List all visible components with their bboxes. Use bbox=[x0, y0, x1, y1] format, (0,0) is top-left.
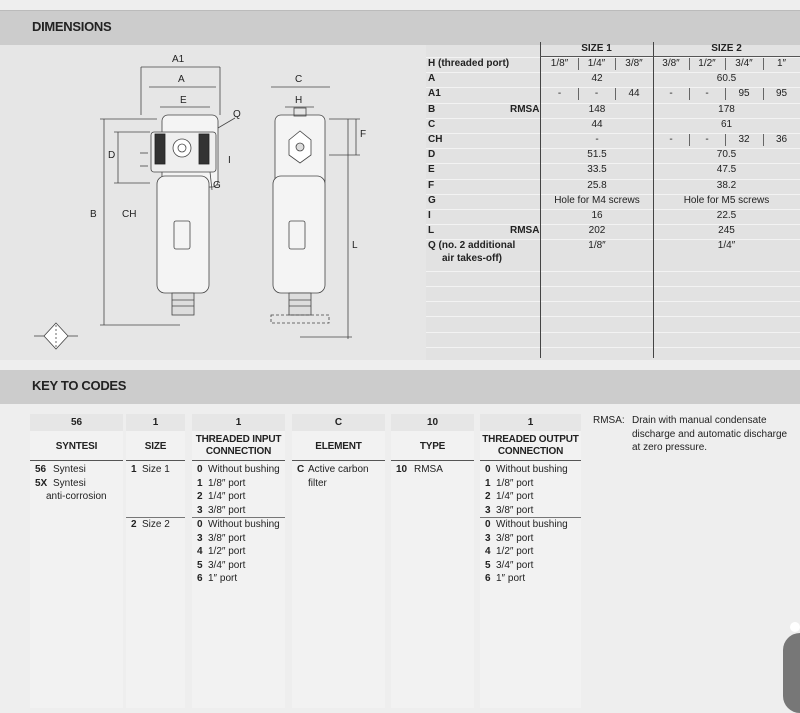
split-rule bbox=[578, 88, 579, 100]
dim-label-ch: CH bbox=[122, 209, 137, 220]
row-label: A1 bbox=[428, 88, 441, 99]
code-column-title: ELEMENT bbox=[315, 441, 362, 452]
table-row-empty bbox=[426, 286, 800, 302]
dim-label-a: A bbox=[178, 74, 185, 85]
size2-value: 38.2 bbox=[716, 180, 737, 191]
row-label: CH bbox=[428, 134, 443, 145]
row-label: I bbox=[428, 210, 431, 221]
code-value: 10 bbox=[426, 417, 439, 428]
size1-value: Hole for M4 screws bbox=[554, 195, 640, 206]
size2-cell: 95 bbox=[738, 88, 750, 99]
dim-label-c: C bbox=[295, 74, 303, 85]
size2-cell: 32 bbox=[738, 134, 750, 145]
code-value: 1 bbox=[152, 417, 159, 428]
table-row-empty bbox=[426, 316, 800, 332]
code-column-title: THREADED INPUT bbox=[195, 434, 282, 445]
code-header-rule bbox=[30, 460, 123, 461]
code-item-key: 1 bbox=[485, 478, 491, 489]
split-rule bbox=[689, 88, 690, 100]
row-label: F bbox=[428, 180, 435, 191]
code-item-key: 3 bbox=[197, 505, 203, 516]
table-row-empty bbox=[426, 347, 800, 363]
dimensions-header-bar bbox=[0, 11, 800, 45]
port-rule bbox=[578, 58, 579, 70]
code-item-label: Syntesi bbox=[53, 464, 86, 475]
code-item-key: 10 bbox=[396, 464, 408, 475]
code-item-key: 2 bbox=[197, 491, 203, 502]
code-item-label: 1/4″ port bbox=[496, 491, 534, 502]
code-value: 1 bbox=[527, 417, 534, 428]
code-item-label: 1/4″ port bbox=[208, 491, 246, 502]
code-item-label: Syntesi bbox=[53, 478, 86, 489]
split-rule bbox=[615, 88, 616, 100]
code-item-key: 0 bbox=[197, 464, 203, 475]
port-rule bbox=[689, 58, 690, 70]
row-note: RMSA bbox=[510, 225, 540, 236]
code-item-label: 3/8″ port bbox=[496, 533, 534, 544]
size1-value: 33.5 bbox=[587, 164, 607, 175]
scrollbar-cap bbox=[790, 622, 800, 632]
row-label: Q (no. 2 additional bbox=[428, 240, 516, 251]
table-row-empty bbox=[426, 271, 800, 287]
code-value: C bbox=[334, 417, 343, 428]
size2-value: 1/4″ bbox=[717, 240, 736, 251]
size1-value: 25.8 bbox=[587, 180, 607, 191]
row-label: A bbox=[428, 73, 436, 84]
code-item-key: 5 bbox=[197, 560, 203, 571]
code-header-rule bbox=[126, 460, 185, 461]
dim-label-e: E bbox=[180, 95, 187, 106]
dim-label-b: B bbox=[90, 209, 97, 220]
code-item-key: 6 bbox=[197, 573, 203, 584]
code-item-key: 1 bbox=[131, 464, 137, 475]
code-item-label: 1/8″ port bbox=[496, 478, 534, 489]
size2-cell: - bbox=[705, 134, 709, 145]
code-item-label: 1/2″ port bbox=[208, 546, 246, 557]
row-label: E bbox=[428, 164, 435, 175]
size1-cell: 44 bbox=[628, 88, 640, 99]
code-item-label: Size 2 bbox=[142, 519, 170, 530]
rmsa-note-label: RMSA: bbox=[593, 415, 625, 426]
code-header-rule bbox=[480, 460, 581, 461]
rmsa-note bbox=[593, 414, 793, 453]
code-item-key: 1 bbox=[197, 478, 203, 489]
size1-value: 16 bbox=[591, 210, 603, 221]
row-label: air takes-off) bbox=[442, 253, 503, 264]
size2-value: Hole for M5 screws bbox=[683, 195, 770, 206]
size1-value: 51.5 bbox=[587, 149, 607, 160]
code-item-label: Without bushing bbox=[208, 519, 280, 530]
split-rule bbox=[689, 134, 690, 146]
split-rule bbox=[725, 134, 726, 146]
dim-label-d: D bbox=[108, 150, 116, 161]
code-item-label: 3/4″ port bbox=[208, 560, 246, 571]
dim-label-i: I bbox=[228, 155, 231, 166]
code-item-label: 3/4″ port bbox=[496, 560, 534, 571]
split-rule bbox=[763, 88, 764, 100]
size1-value: 1/8″ bbox=[588, 240, 606, 251]
size2-cell: - bbox=[705, 88, 709, 99]
code-column bbox=[30, 414, 123, 708]
size1-value: 148 bbox=[588, 104, 606, 115]
code-item-key: 3 bbox=[197, 533, 203, 544]
code-column-title: CONNECTION bbox=[205, 446, 272, 457]
size2-value: 245 bbox=[718, 225, 735, 236]
port-header: 1/4″ bbox=[587, 58, 606, 69]
dim-label-a1: A1 bbox=[172, 54, 185, 65]
dim-label-g: G bbox=[213, 180, 221, 191]
code-item-label: 3/8″ port bbox=[496, 505, 534, 516]
code-item-label: Without bushing bbox=[208, 464, 280, 475]
rmsa-note-line: Drain with manual condensate bbox=[632, 415, 767, 426]
code-item-label: 3/8″ port bbox=[208, 533, 246, 544]
code-column-title: CONNECTION bbox=[497, 446, 564, 457]
column-rule bbox=[540, 42, 541, 358]
code-item-label: 1″ port bbox=[208, 573, 238, 584]
size2-value: 61 bbox=[720, 119, 733, 130]
dimensions-title: DIMENSIONS bbox=[32, 19, 112, 34]
size2-cell: - bbox=[669, 88, 673, 99]
rmsa-note-line: at zero pressure. bbox=[632, 442, 708, 453]
port-rule bbox=[725, 58, 726, 70]
code-item-key: 3 bbox=[485, 533, 491, 544]
code-value: 1 bbox=[235, 417, 242, 428]
code-column-title: THREADED OUTPUT bbox=[482, 434, 579, 445]
size2-cell: 36 bbox=[775, 134, 788, 145]
dim-label-f: F bbox=[360, 129, 367, 140]
port-rule bbox=[615, 58, 616, 70]
size1-value: 44 bbox=[591, 119, 603, 130]
header-rule bbox=[540, 56, 800, 57]
code-item-label: Without bushing bbox=[496, 464, 568, 475]
code-item-label: 3/8″ port bbox=[208, 505, 246, 516]
code-item-key: 5X bbox=[35, 478, 48, 489]
row-label: B bbox=[428, 104, 436, 115]
port-header: 1/8″ bbox=[550, 58, 569, 69]
table-row-empty bbox=[426, 332, 800, 348]
port-header: 3/4″ bbox=[735, 58, 753, 69]
size2-cell: - bbox=[669, 134, 673, 145]
code-header-rule bbox=[292, 460, 385, 461]
key-to-codes-title: KEY TO CODES bbox=[32, 378, 127, 393]
split-rule bbox=[725, 88, 726, 100]
row-label: L bbox=[428, 225, 435, 236]
port-header: 3/8″ bbox=[625, 58, 643, 69]
code-item-key: 2 bbox=[485, 491, 491, 502]
table-row-empty bbox=[426, 301, 800, 317]
code-item-label: 1″ port bbox=[496, 573, 526, 584]
port-header: 1″ bbox=[776, 58, 787, 69]
rmsa-note-line: discharge and automatic discharge bbox=[632, 428, 788, 440]
scrollbar-thumb[interactable] bbox=[783, 633, 800, 713]
dim-label-l: L bbox=[352, 240, 358, 251]
code-item-key: 2 bbox=[131, 519, 137, 530]
size-header: SIZE 1 bbox=[581, 43, 612, 54]
code-item-key: 0 bbox=[485, 464, 491, 475]
code-item-label: 1/8″ port bbox=[208, 478, 246, 489]
row-label: G bbox=[428, 195, 436, 206]
code-item-label: Without bushing bbox=[496, 519, 568, 530]
code-item-key: 4 bbox=[485, 546, 491, 557]
code-column-title: SIZE bbox=[144, 441, 167, 452]
size1-cell: - bbox=[557, 88, 562, 99]
size2-value: 22.5 bbox=[716, 210, 737, 221]
row-note: RMSA bbox=[510, 104, 540, 115]
size1-cell: - bbox=[594, 88, 599, 99]
size2-cell: 95 bbox=[775, 88, 788, 99]
code-item-label: RMSA bbox=[414, 464, 443, 475]
row-label: H (threaded port) bbox=[428, 58, 510, 69]
size2-value: 60.5 bbox=[716, 73, 737, 84]
size1-value: - bbox=[595, 134, 599, 145]
dim-label-h: H bbox=[295, 95, 303, 106]
code-column-title: SYNTESI bbox=[55, 441, 98, 452]
code-item-label: anti-corrosion bbox=[46, 491, 107, 502]
port-header: 3/8″ bbox=[662, 58, 680, 69]
split-rule bbox=[763, 134, 764, 146]
code-item-label: Active carbon bbox=[308, 464, 369, 475]
row-label: C bbox=[428, 119, 436, 130]
size2-value: 47.5 bbox=[716, 164, 737, 175]
code-value: 56 bbox=[70, 417, 83, 428]
code-item-key: C bbox=[297, 464, 305, 475]
port-rule bbox=[763, 58, 764, 70]
code-column bbox=[391, 414, 474, 708]
size2-value: 70.5 bbox=[716, 149, 737, 160]
code-item-key: 5 bbox=[485, 560, 491, 571]
code-item-key: 3 bbox=[485, 505, 491, 516]
size2-value: 178 bbox=[718, 104, 735, 115]
rmsa-note-text bbox=[632, 414, 787, 455]
row-label: D bbox=[428, 149, 436, 160]
code-column-title: TYPE bbox=[419, 441, 446, 452]
code-column bbox=[126, 414, 185, 708]
code-item-key: 0 bbox=[197, 519, 203, 530]
code-header-rule bbox=[192, 460, 285, 461]
column-rule bbox=[653, 42, 654, 358]
size1-value: 202 bbox=[588, 225, 606, 236]
code-column bbox=[292, 414, 385, 708]
code-item-key: 6 bbox=[485, 573, 491, 584]
code-item-key: 4 bbox=[197, 546, 203, 557]
size-header: SIZE 2 bbox=[711, 43, 742, 54]
size1-value: 42 bbox=[591, 73, 603, 84]
code-item-key: 0 bbox=[485, 519, 491, 530]
code-item-label: Size 1 bbox=[142, 464, 170, 475]
port-header: 1/2″ bbox=[698, 58, 716, 69]
dim-label-q: Q bbox=[233, 109, 241, 120]
code-item-label: 1/2″ port bbox=[496, 546, 534, 557]
filter-technical-drawing bbox=[0, 45, 426, 360]
code-item-key: 56 bbox=[35, 464, 47, 475]
code-header-rule bbox=[391, 460, 474, 461]
code-item-label: filter bbox=[308, 478, 327, 489]
